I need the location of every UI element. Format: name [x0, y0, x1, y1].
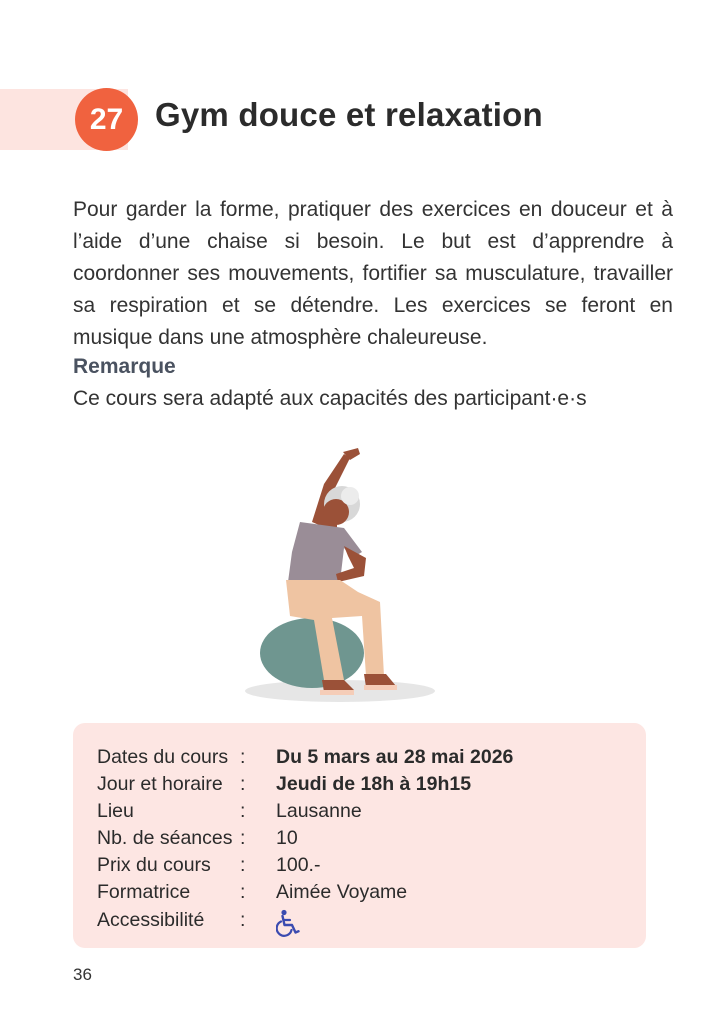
wheelchair-icon: [276, 909, 302, 937]
info-colon: :: [240, 854, 246, 876]
info-row-sessions: [97, 827, 637, 854]
info-colon: :: [240, 909, 246, 931]
info-label: Lieu: [97, 800, 134, 822]
course-number-badge: [75, 88, 138, 151]
info-value-schedule: Jeudi de 18h à 19h15: [276, 773, 472, 795]
course-info-box: [73, 723, 646, 948]
info-row-dates: [97, 746, 637, 773]
info-label: Jour et horaire: [97, 773, 223, 795]
info-row-price: [97, 854, 637, 881]
info-colon: :: [240, 800, 246, 822]
info-colon: :: [240, 746, 246, 768]
remark-text: Ce cours sera adapté aux capacités des participant·e·s: [73, 387, 587, 410]
info-value-location: Lausanne: [276, 800, 362, 822]
info-value-price: 100.-: [276, 854, 321, 876]
page-number: 36: [73, 965, 92, 984]
page-title: Gym douce et relaxation: [155, 96, 543, 133]
course-number: 27: [89, 102, 124, 136]
info-colon: :: [240, 881, 246, 903]
info-label: Formatrice: [97, 881, 191, 903]
info-row-location: [97, 800, 637, 827]
info-row-trainer: [97, 881, 637, 908]
info-colon: :: [240, 773, 246, 795]
info-label: Nb. de séances: [97, 827, 233, 849]
info-value-trainer: Aimée Voyame: [276, 881, 408, 903]
info-value-sessions: 10: [276, 827, 298, 849]
remark-heading: Remarque: [73, 355, 176, 378]
course-description: Pour garder la forme, pratiquer des exercices en douceur et à l’aide d’une chaise si besoin. Le but est d’apprendre à coordonner ses mouvements, fortifier sa musculature, travailler sa respiration et se détendre. Les exercices se feront en musique dans une atmosphère chaleureuse.: [73, 198, 673, 349]
info-value-dates: Du 5 mars au 28 mai 2026: [276, 746, 514, 768]
info-row-schedule: [97, 773, 637, 800]
info-label: Accessibilité: [97, 909, 205, 931]
senior-woman-exercise-ball-illustration: [240, 440, 440, 710]
info-colon: :: [240, 827, 246, 849]
info-label: Dates du cours: [97, 746, 229, 768]
info-row-accessibility: [97, 909, 637, 936]
info-label: Prix du cours: [97, 854, 211, 876]
